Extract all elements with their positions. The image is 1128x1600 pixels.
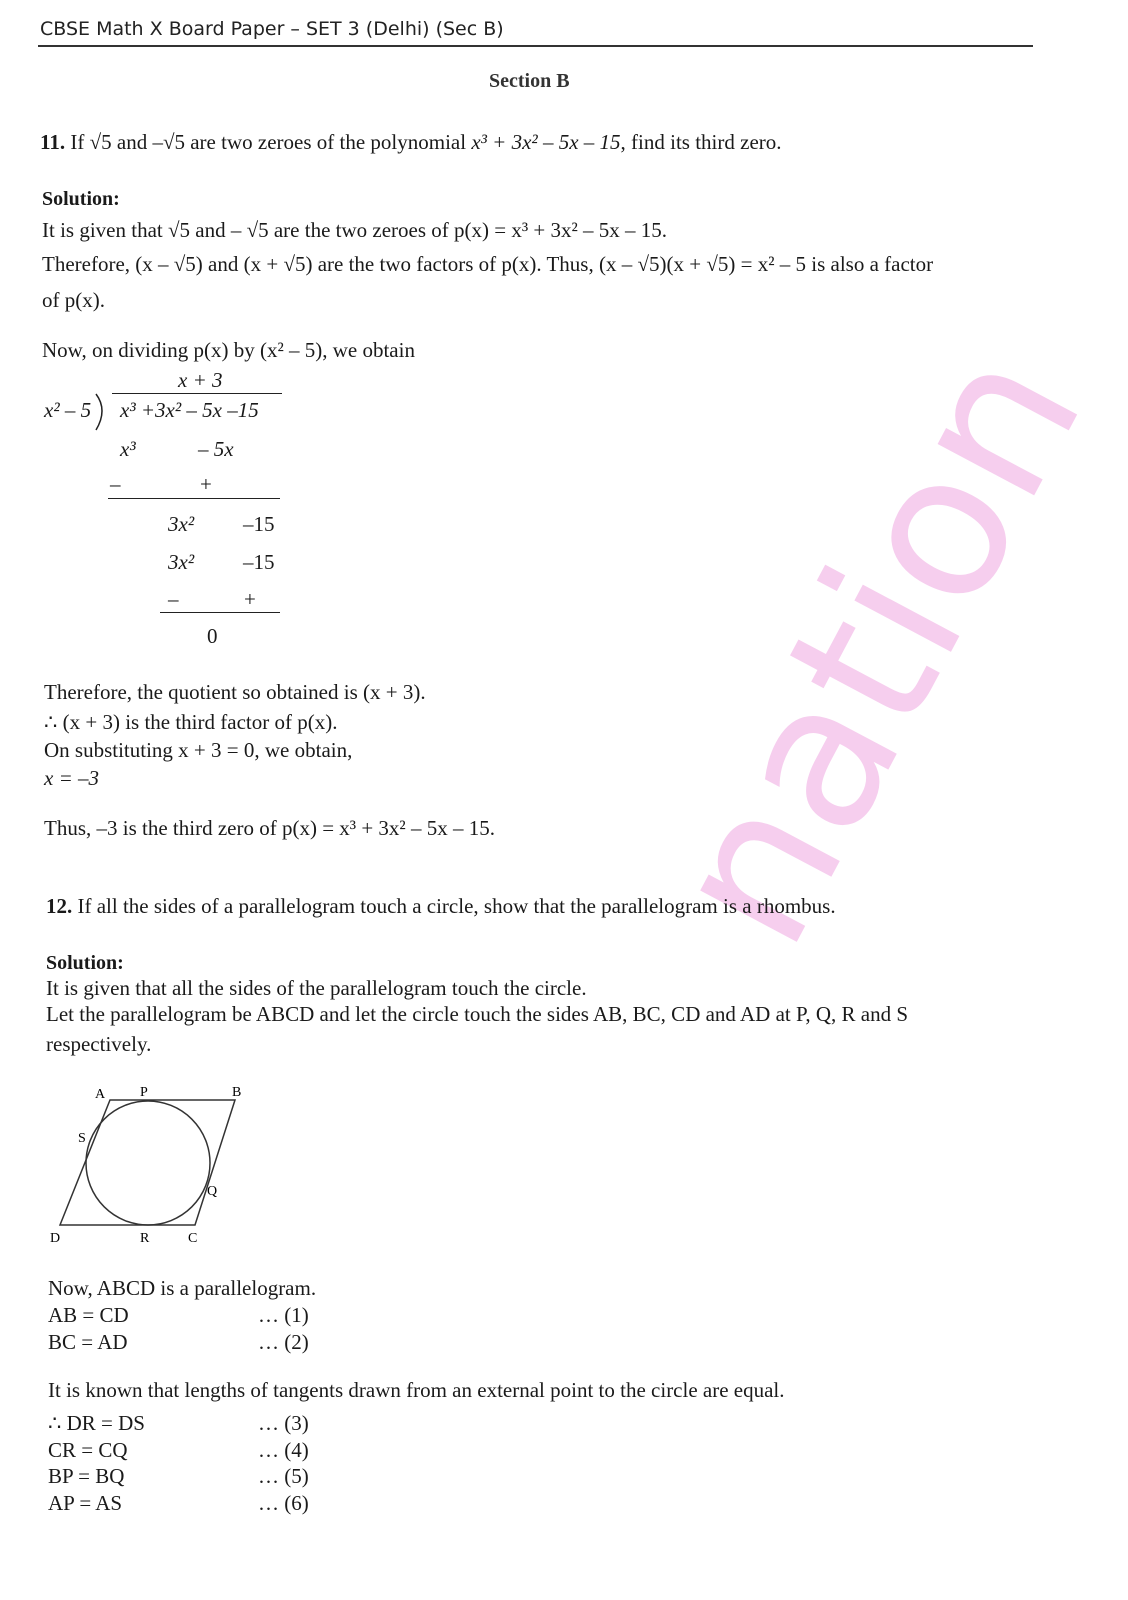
eq-bc-ad: BC = AD bbox=[48, 1330, 128, 1354]
eq-dr-ds: ∴ DR = DS bbox=[48, 1411, 145, 1435]
q12-question bbox=[46, 894, 836, 919]
label-r: R bbox=[140, 1231, 150, 1246]
q11-line2: Therefore, (x – √5) and (x + √5) are the two factors of p(x). Thus, (x – √5)(x + √5) = x² – 5 is also a factor bbox=[42, 252, 934, 276]
eq-ref-6: … (6) bbox=[258, 1491, 309, 1515]
eq-ab-cd: AB = CD bbox=[48, 1303, 129, 1327]
division-dividend: x³ +3x² – 5x –15 bbox=[120, 398, 259, 422]
label-d: D bbox=[50, 1231, 61, 1246]
division-row2-b: + bbox=[200, 472, 212, 496]
q11-neg-root5: –√5 bbox=[152, 130, 185, 154]
q12-number: 12. bbox=[46, 894, 73, 918]
q12-line5: It is known that lengths of tangents drawn from an external point to the circle are equal. bbox=[48, 1378, 785, 1402]
q11-line3: of p(x). bbox=[42, 288, 105, 312]
division-bracket bbox=[92, 392, 116, 432]
division-row4-b: –15 bbox=[243, 550, 275, 574]
q11-line5: Therefore, the quotient so obtained is (x + 3). bbox=[44, 680, 426, 704]
section-title: Section B bbox=[489, 70, 570, 92]
label-b: B bbox=[232, 1085, 242, 1100]
q12-solution-label: Solution: bbox=[46, 952, 124, 974]
division-quotient: x + 3 bbox=[178, 368, 223, 392]
eq-ref-5: … (5) bbox=[258, 1464, 309, 1488]
q11-line7: On substituting x + 3 = 0, we obtain, bbox=[44, 738, 353, 762]
q11-line1: It is given that √5 and – √5 are the two zeroes of p(x) = x³ + 3x² – 5x – 15. bbox=[42, 218, 668, 242]
label-p: P bbox=[140, 1085, 148, 1100]
eq-ref-1: … (1) bbox=[258, 1303, 309, 1327]
label-a: A bbox=[95, 1087, 106, 1102]
q11-text-1: If bbox=[70, 130, 90, 154]
q11-line8: x = –3 bbox=[44, 766, 99, 790]
q11-text-2: are two zeroes of the polynomial bbox=[184, 130, 472, 154]
q11-solution-label: Solution: bbox=[42, 188, 120, 210]
q12-text: If all the sides of a parallelogram touch a circle, show that the parallelogram is a rhombus. bbox=[77, 894, 836, 918]
q12-line3: respectively. bbox=[46, 1032, 152, 1056]
division-row3-b: –15 bbox=[243, 512, 275, 536]
division-divisor: x² – 5 bbox=[44, 398, 92, 422]
division-line-2 bbox=[160, 612, 280, 613]
header-rule bbox=[38, 45, 1033, 47]
q11-and: and bbox=[111, 130, 153, 154]
division-row1-a: x³ bbox=[120, 437, 136, 461]
q11-number: 11. bbox=[40, 130, 66, 154]
label-s: S bbox=[78, 1131, 86, 1146]
eq-ref-4: … (4) bbox=[258, 1438, 309, 1462]
q12-line2: Let the parallelogram be ABCD and let the circle touch the sides AB, BC, CD and AD at P, Q, R and S bbox=[46, 1002, 909, 1026]
division-row5-a: – bbox=[168, 587, 179, 611]
division-line-1 bbox=[108, 498, 280, 499]
q11-root5: √5 bbox=[89, 130, 112, 154]
eq-ref-3: … (3) bbox=[258, 1411, 309, 1435]
q11-question bbox=[40, 130, 782, 155]
eq-ref-2: … (2) bbox=[258, 1330, 309, 1354]
division-row2-a: – bbox=[110, 472, 121, 496]
division-row5-b: + bbox=[244, 587, 256, 611]
eq-cr-cq: CR = CQ bbox=[48, 1438, 128, 1462]
q11-poly: x³ + 3x² – 5x – 15 bbox=[471, 130, 621, 154]
q11-line6: ∴ (x + 3) is the third factor of p(x). bbox=[44, 710, 338, 734]
eq-bp-bq: BP = BQ bbox=[48, 1464, 125, 1488]
page-header: CBSE Math X Board Paper – SET 3 (Delhi) (Sec B) bbox=[40, 18, 504, 40]
label-q: Q bbox=[207, 1184, 218, 1199]
inscribed-circle bbox=[86, 1101, 210, 1225]
q12-line4: Now, ABCD is a parallelogram. bbox=[48, 1276, 317, 1300]
eq-ap-as: AP = AS bbox=[48, 1491, 123, 1515]
label-c: C bbox=[188, 1231, 198, 1246]
watermark: nation bbox=[624, 312, 1128, 981]
q12-line1: It is given that all the sides of the parallelogram touch the circle. bbox=[46, 976, 587, 1000]
division-row4-a: 3x² bbox=[168, 550, 195, 574]
division-remainder: 0 bbox=[207, 624, 218, 648]
parallelogram-figure bbox=[40, 1080, 260, 1250]
division-row3-a: 3x² bbox=[168, 512, 195, 536]
q11-text-3: , find its third zero. bbox=[620, 130, 782, 154]
division-bar bbox=[112, 393, 282, 394]
division-row1-b: – 5x bbox=[198, 437, 234, 461]
q11-line4: Now, on dividing p(x) by (x² – 5), we obtain bbox=[42, 338, 415, 362]
q11-line9: Thus, –3 is the third zero of p(x) = x³ + 3x² – 5x – 15. bbox=[44, 816, 495, 840]
